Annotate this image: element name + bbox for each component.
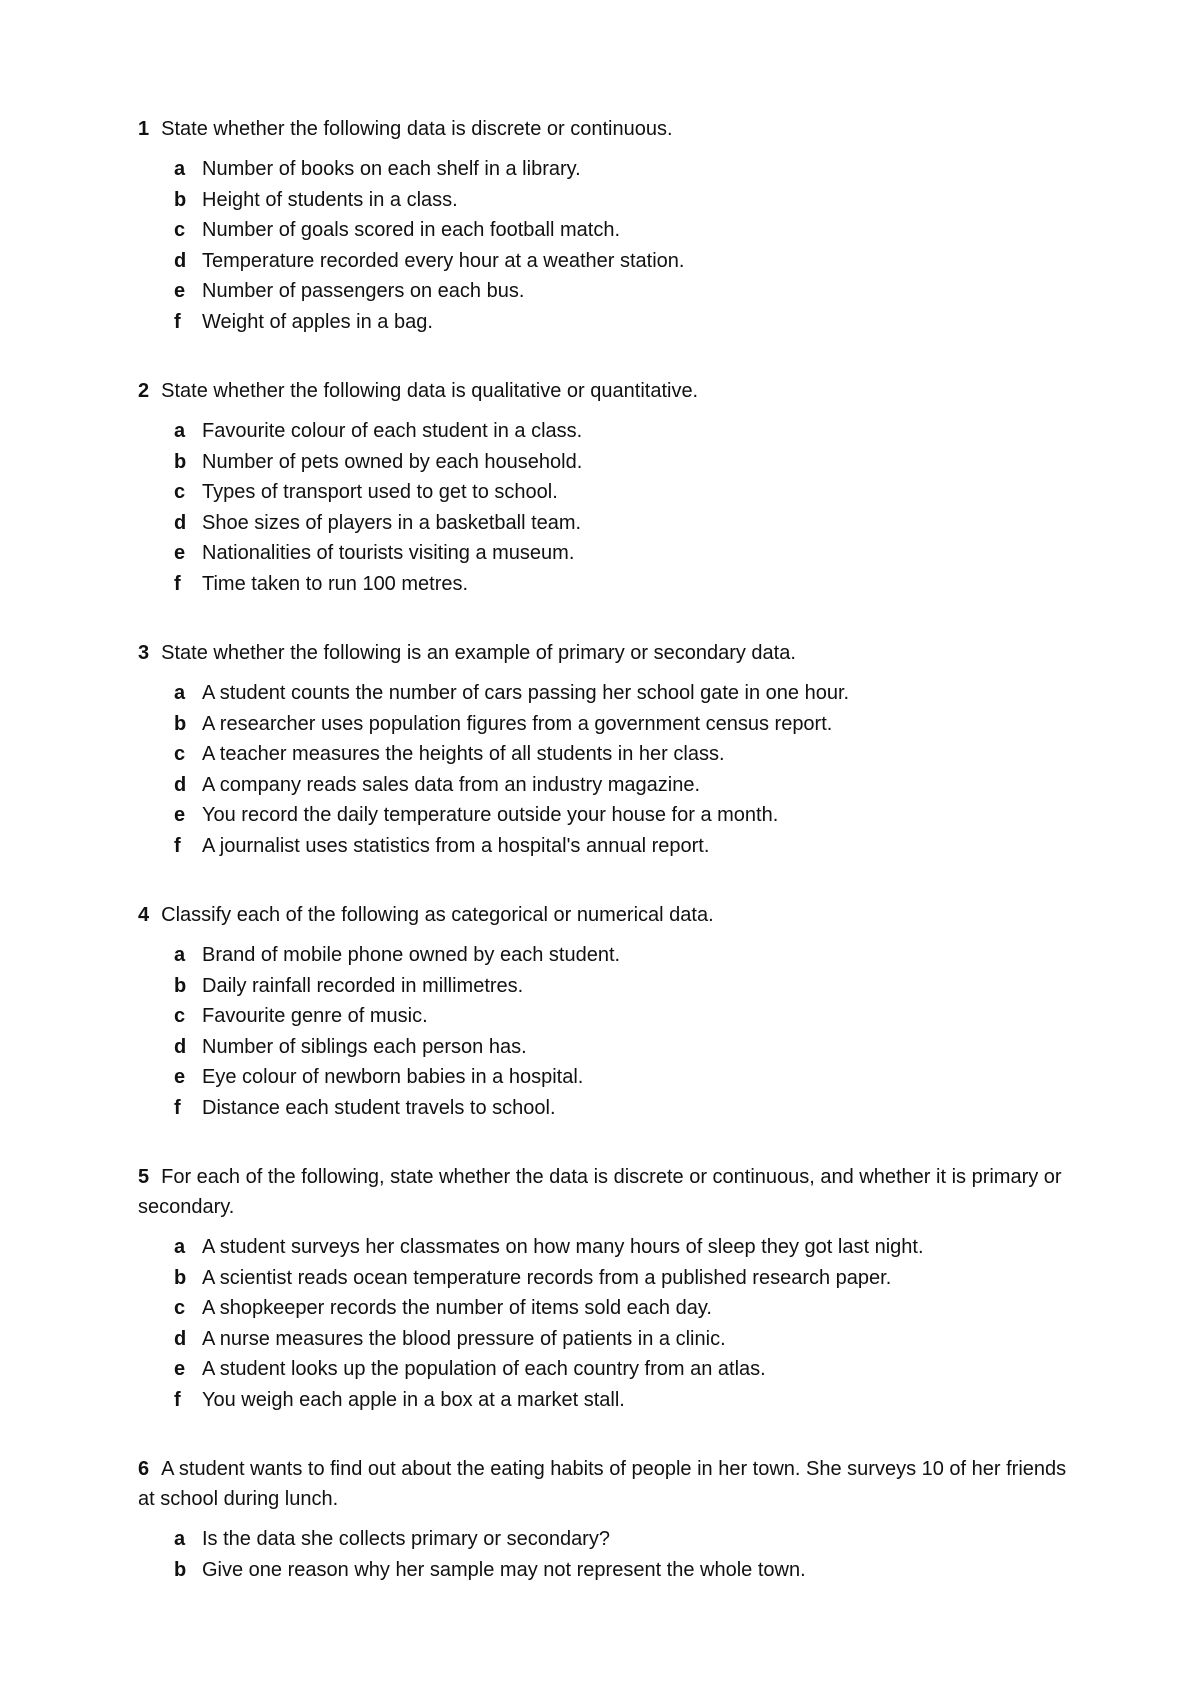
question-part <box>174 1032 1078 1063</box>
question-part <box>174 307 1078 338</box>
part-letter: d <box>174 1035 187 1058</box>
part-letter: a <box>174 420 186 442</box>
question-stem <box>138 1162 1078 1222</box>
question-6 <box>138 1454 1078 1585</box>
part-text: A nurse measures the blood pressure of patients in a clinic. <box>202 1327 726 1350</box>
part-text: Time taken to run 100 metres. <box>202 572 469 595</box>
question-text: State whether the following is an example of primary or secondary data. <box>161 642 796 664</box>
question-number: 6 <box>138 1458 150 1480</box>
question-number: 4 <box>138 904 150 926</box>
question-part <box>174 1001 1078 1032</box>
question-part <box>174 1354 1078 1385</box>
part-text: Number of books on each shelf in a library. <box>202 158 581 180</box>
question-part <box>174 1524 1078 1555</box>
question-part <box>174 246 1078 277</box>
part-letter: b <box>174 188 187 211</box>
part-text: Distance each student travels to school. <box>202 1096 556 1119</box>
part-text: A teacher measures the heights of all students in her class. <box>202 743 725 765</box>
part-text: Give one reason why her sample may not represent the whole town. <box>202 1558 806 1581</box>
part-text: A student counts the number of cars passing her school gate in one hour. <box>202 682 850 704</box>
part-letter: e <box>174 1358 186 1380</box>
question-part <box>174 1293 1078 1324</box>
part-letter: a <box>174 682 186 704</box>
question-part <box>174 678 1078 709</box>
part-letter: c <box>174 1005 186 1027</box>
part-text: A company reads sales data from an industry magazine. <box>202 773 701 796</box>
part-letter: a <box>174 158 186 180</box>
part-letter: f <box>174 310 181 333</box>
question-part <box>174 1062 1078 1093</box>
question-number: 1 <box>138 118 150 140</box>
part-text: A researcher uses population figures from a government census report. <box>202 712 833 735</box>
question-text: A student wants to find out about the eating habits of people in her town. She surveys 10 of her friends at school during lunch. <box>138 1458 1067 1510</box>
question-text: For each of the following, state whether the data is discrete or continuous, and whether it is primary or secondary. <box>138 1166 1062 1218</box>
part-text: Temperature recorded every hour at a weather station. <box>202 249 685 272</box>
part-letter: f <box>174 1096 181 1119</box>
question-part <box>174 770 1078 801</box>
part-letter: c <box>174 481 186 503</box>
question-parts <box>174 154 1078 337</box>
question-stem <box>138 376 1078 406</box>
part-text: A student looks up the population of each country from an atlas. <box>202 1358 766 1380</box>
question-text: State whether the following data is qualitative or quantitative. <box>161 380 699 402</box>
part-letter: a <box>174 1236 186 1258</box>
part-text: Number of pets owned by each household. <box>202 450 583 473</box>
part-letter: b <box>174 974 187 997</box>
part-letter: d <box>174 249 187 272</box>
part-text: Eye colour of newborn babies in a hospital. <box>202 1066 584 1088</box>
question-parts <box>174 940 1078 1123</box>
question-stem <box>138 114 1078 144</box>
part-letter: e <box>174 804 186 826</box>
part-letter: b <box>174 712 187 735</box>
question-4 <box>138 900 1078 1123</box>
part-text: Nationalities of tourists visiting a museum. <box>202 542 575 564</box>
question-part <box>174 276 1078 307</box>
question-3 <box>138 638 1078 861</box>
question-part <box>174 739 1078 770</box>
question-part <box>174 569 1078 600</box>
part-letter: e <box>174 280 186 302</box>
part-letter: f <box>174 1388 181 1411</box>
question-parts <box>174 416 1078 599</box>
question-part <box>174 1385 1078 1416</box>
part-text: Favourite genre of music. <box>202 1005 428 1027</box>
part-text: Daily rainfall recorded in millimetres. <box>202 974 524 997</box>
part-text: Height of students in a class. <box>202 188 458 211</box>
part-text: You weigh each apple in a box at a market stall. <box>202 1388 625 1411</box>
part-text: You record the daily temperature outside your house for a month. <box>202 804 779 826</box>
question-stem <box>138 1454 1078 1514</box>
question-stem <box>138 900 1078 930</box>
question-text: Classify each of the following as categorical or numerical data. <box>161 904 714 926</box>
question-part <box>174 215 1078 246</box>
part-text: Brand of mobile phone owned by each student. <box>202 944 621 966</box>
part-letter: d <box>174 511 187 534</box>
question-part <box>174 416 1078 447</box>
question-part <box>174 1555 1078 1586</box>
question-part <box>174 538 1078 569</box>
question-part <box>174 1093 1078 1124</box>
question-5 <box>138 1162 1078 1415</box>
part-letter: c <box>174 219 186 241</box>
part-letter: e <box>174 542 186 564</box>
part-text: A shopkeeper records the number of items sold each day. <box>202 1297 712 1319</box>
part-letter: d <box>174 1327 187 1350</box>
question-part <box>174 154 1078 185</box>
question-parts <box>174 678 1078 861</box>
question-part <box>174 1263 1078 1294</box>
part-text: A student surveys her classmates on how many hours of sleep they got last night. <box>202 1236 924 1258</box>
question-part <box>174 709 1078 740</box>
question-2 <box>138 376 1078 599</box>
part-letter: d <box>174 773 187 796</box>
part-text: Favourite colour of each student in a class. <box>202 420 583 442</box>
part-letter: b <box>174 1266 187 1289</box>
part-letter: b <box>174 1558 187 1581</box>
question-part <box>174 1324 1078 1355</box>
question-number: 3 <box>138 642 150 664</box>
question-number: 2 <box>138 380 150 402</box>
question-part <box>174 971 1078 1002</box>
part-text: A scientist reads ocean temperature records from a published research paper. <box>202 1266 892 1289</box>
part-letter: a <box>174 1528 186 1550</box>
part-text: A journalist uses statistics from a hospital's annual report. <box>202 834 710 857</box>
question-part <box>174 831 1078 862</box>
part-letter: e <box>174 1066 186 1088</box>
part-text: Types of transport used to get to school. <box>202 481 558 503</box>
question-stem <box>138 638 1078 668</box>
part-text: Number of goals scored in each football match. <box>202 219 620 241</box>
question-part <box>174 508 1078 539</box>
part-text: Is the data she collects primary or secondary? <box>202 1528 610 1550</box>
question-part <box>174 447 1078 478</box>
part-letter: b <box>174 450 187 473</box>
part-letter: a <box>174 944 186 966</box>
question-part <box>174 477 1078 508</box>
part-letter: f <box>174 572 181 595</box>
question-number: 5 <box>138 1166 150 1188</box>
part-text: Weight of apples in a bag. <box>202 310 433 333</box>
question-part <box>174 185 1078 216</box>
question-1 <box>138 114 1078 337</box>
part-text: Number of siblings each person has. <box>202 1035 527 1058</box>
part-text: Shoe sizes of players in a basketball team. <box>202 511 582 534</box>
question-parts <box>174 1232 1078 1415</box>
question-part <box>174 940 1078 971</box>
question-part <box>174 800 1078 831</box>
part-text: Number of passengers on each bus. <box>202 280 525 302</box>
question-part <box>174 1232 1078 1263</box>
question-text: State whether the following data is discrete or continuous. <box>161 118 673 140</box>
part-letter: f <box>174 834 181 857</box>
question-parts <box>174 1524 1078 1585</box>
part-letter: c <box>174 743 186 765</box>
part-letter: c <box>174 1297 186 1319</box>
